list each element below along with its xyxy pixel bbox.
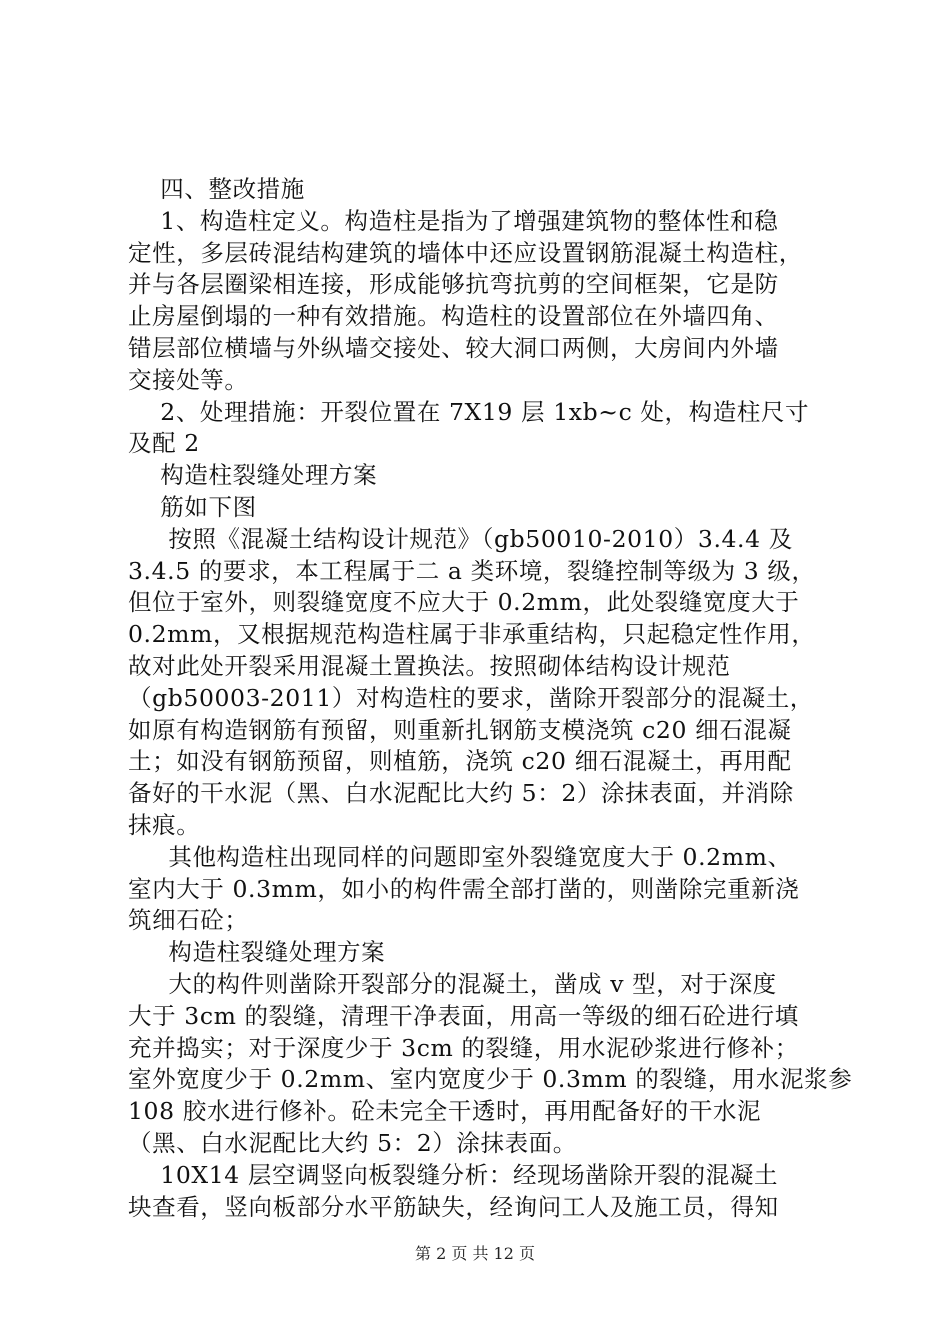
text-line: 块查看，竖向板部分水平筋缺失，经询问工人及施工员，得知 [128, 1192, 779, 1221]
text-line: 抹痕。 [128, 810, 201, 839]
text-line: 构造柱裂缝处理方案 [128, 461, 378, 490]
text-line: 土；如没有钢筋预留，则植筋，浇筑 c20 细石混凝土，再用配 [128, 747, 792, 776]
text-line: 错层部位横墙与外纵墙交接处、较大洞口两侧，大房间内外墙 [128, 333, 779, 362]
document-body [128, 174, 853, 1223]
text-line: 筑细石砼； [128, 906, 249, 935]
text-line: 室外宽度少于 0.2mm、室内宽度少于 0.3mm 的裂缝，用水泥浆参 [128, 1065, 853, 1094]
text-line: 筋如下图 [128, 492, 257, 521]
text-line: 按照《混凝土结构设计规范》（gb50010-2010）3.4.4 及 [128, 524, 793, 553]
text-line: 四、整改措施 [128, 175, 305, 203]
text-line: 构造柱裂缝处理方案 [128, 938, 386, 967]
text-line: 大的构件则凿除开裂部分的混凝土，凿成 v 型，对于深度 [128, 969, 777, 998]
text-line: （gb50003-2011）对构造柱的要求，凿除开裂部分的混凝土， [128, 683, 814, 712]
text-line: 0.2mm，又根据规范构造柱属于非承重结构，只起稳定性作用， [128, 620, 816, 649]
text-line: 止房屋倒塌的一种有效措施。构造柱的设置部位在外墙四角、 [128, 302, 779, 331]
text-line: 及配 2 [128, 429, 200, 458]
text-line: 其他构造柱出现同样的问题即室外裂缝宽度大于 0.2mm、 [128, 842, 792, 871]
text-line: 定性，多层砖混结构建筑的墙体中还应设置钢筋混凝土构造柱， [128, 238, 803, 267]
text-line: 故对此处开裂采用混凝土置换法。按照砌体结构设计规范 [128, 651, 731, 680]
text-line: 但位于室外，则裂缝宽度不应大于 0.2mm，此处裂缝宽度大于 [128, 588, 800, 617]
text-line: 10X14 层空调竖向板裂缝分析：经现场凿除开裂的混凝土 [128, 1160, 779, 1189]
text-line: 充并捣实；对于深度少于 3cm 的裂缝，用水泥砂浆进行修补； [128, 1033, 799, 1062]
page-footer [0, 1244, 950, 1264]
text-line: 如原有构造钢筋有预留，则重新扎钢筋支模浇筑 c20 细石混凝 [128, 715, 792, 744]
page-number: 第 2 页 共 12 页 [415, 1244, 535, 1263]
text-line: 并与各层圈梁相连接，形成能够抗弯抗剪的空间框架，它是防 [128, 270, 779, 299]
text-line: 室内大于 0.3mm，如小的构件需全部打凿的，则凿除完重新浇 [128, 874, 800, 903]
text-line: 备好的干水泥（黑、白水泥配比大约 5：2）涂抹表面，并消除 [128, 779, 794, 808]
text-line: 交接处等。 [128, 365, 249, 394]
text-line: 大于 3cm 的裂缝，清理干净表面，用高一等级的细石砼进行填 [128, 1001, 799, 1030]
text-line: 2、处理措施：开裂位置在 7X19 层 1xb~c 处，构造柱尺寸 [128, 397, 810, 426]
text-line: 3.4.5 的要求，本工程属于二 a 类环境，裂缝控制等级为 3 级， [128, 556, 816, 585]
text-line: （黑、白水泥配比大约 5：2）涂抹表面。 [128, 1128, 577, 1157]
text-line: 1、构造柱定义。构造柱是指为了增强建筑物的整体性和稳 [128, 206, 779, 235]
text-line: 108 胶水进行修补。砼未完全干透时，再用配备好的干水泥 [128, 1097, 762, 1126]
